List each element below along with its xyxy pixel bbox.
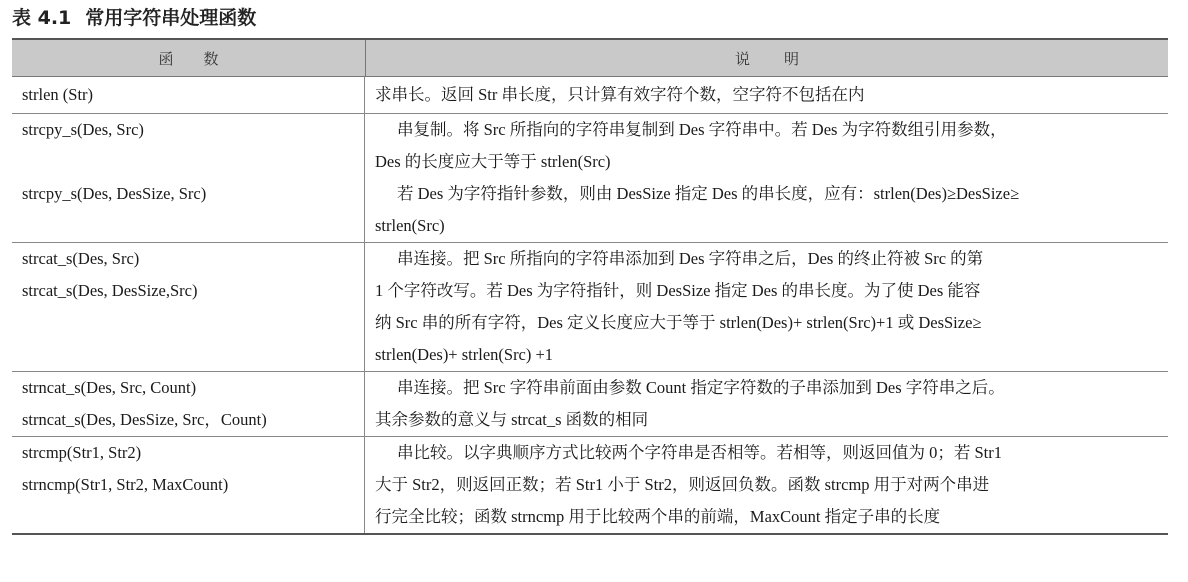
header-function: 函数: [12, 40, 366, 76]
table-number: 表 4.1: [12, 7, 72, 29]
function-name: strlen (Str): [22, 85, 94, 104]
function-name: strncat_s(Des, DesSize, Src，Count): [22, 410, 267, 429]
description-line: strlen(Des)+ strlen(Src) +1: [375, 345, 554, 364]
function-cell: [12, 77, 365, 113]
table-title: 常用字符串处理函数: [85, 7, 257, 29]
function-name: strncat_s(Des, Src, Count): [22, 378, 197, 397]
description-line: 行完全比较；函数 strncmp 用于比较两个串的前端，MaxCount 指定子串的长度: [375, 507, 941, 526]
table-row-strlen: [12, 77, 1168, 114]
function-name: strcpy_s(Des, Src): [22, 120, 144, 139]
table-row-strcmp: [12, 437, 1168, 533]
description-line: 大于 Str2，则返回正数；若 Str1 小于 Str2，则返回负数。函数 strcmp 用于对两个串进: [375, 475, 990, 494]
table-header-row: [12, 40, 1168, 77]
function-name: strcat_s(Des, Src): [22, 249, 140, 268]
function-cell: [12, 372, 365, 436]
table-row-strncat: [12, 372, 1168, 437]
description-line: 其余参数的意义与 strcat_s 函数的相同: [375, 410, 649, 429]
description-line: 串连接。把 Src 所指向的字符串添加到 Des 字符串之后，Des 的终止符被 Src 的第: [397, 249, 984, 268]
string-functions-table: [12, 38, 1168, 535]
function-cell: [12, 114, 365, 242]
function-name: strcat_s(Des, DesSize,Src): [22, 281, 198, 300]
description-cell: [365, 114, 1168, 242]
description-line: 1 个字符改写。若 Des 为字符指针，则 DesSize 指定 Des 的串长度。为了使 Des 能容: [375, 281, 981, 300]
table-row-strcpy: [12, 114, 1168, 243]
description-cell: [365, 77, 1168, 113]
table-caption: [12, 2, 256, 34]
function-name: strcmp(Str1, Str2): [22, 443, 142, 462]
header-description: 说明: [734, 49, 833, 68]
description-line: 纳 Src 串的所有字符，Des 定义长度应大于等于 strlen(Des)+ strlen(Src)+1 或 DesSize≥: [375, 313, 982, 332]
description-cell: [365, 372, 1168, 436]
function-name: strcpy_s(Des, DesSize, Src): [22, 184, 207, 203]
description-line: 若 Des 为字符指针参数，则由 DesSize 指定 Des 的串长度，应有：strlen(Des)≥DesSize≥: [397, 184, 1020, 203]
description-cell: [365, 243, 1168, 371]
description-line: 求串长。返回 Str 串长度，只计算有效字符个数，空字符不包括在内: [375, 85, 865, 104]
function-name: strncmp(Str1, Str2, MaxCount): [22, 475, 229, 494]
function-cell: [12, 437, 365, 533]
description-cell: [365, 437, 1168, 533]
description-line: 串连接。把 Src 字符串前面由参数 Count 指定字符数的子串添加到 Des 字符串之后。: [397, 378, 1005, 397]
description-line: strlen(Src): [375, 216, 445, 235]
description-line: 串比较。以字典顺序方式比较两个字符串是否相等。若相等，则返回值为 0；若 Str1: [397, 443, 1003, 462]
description-line: 串复制。将 Src 所指向的字符串复制到 Des 字符串中。若 Des 为字符数组引用参数，: [397, 120, 1007, 139]
function-cell: [12, 243, 365, 371]
description-line: Des 的长度应大于等于 strlen(Src): [375, 152, 611, 171]
table-row-strcat: [12, 243, 1168, 372]
